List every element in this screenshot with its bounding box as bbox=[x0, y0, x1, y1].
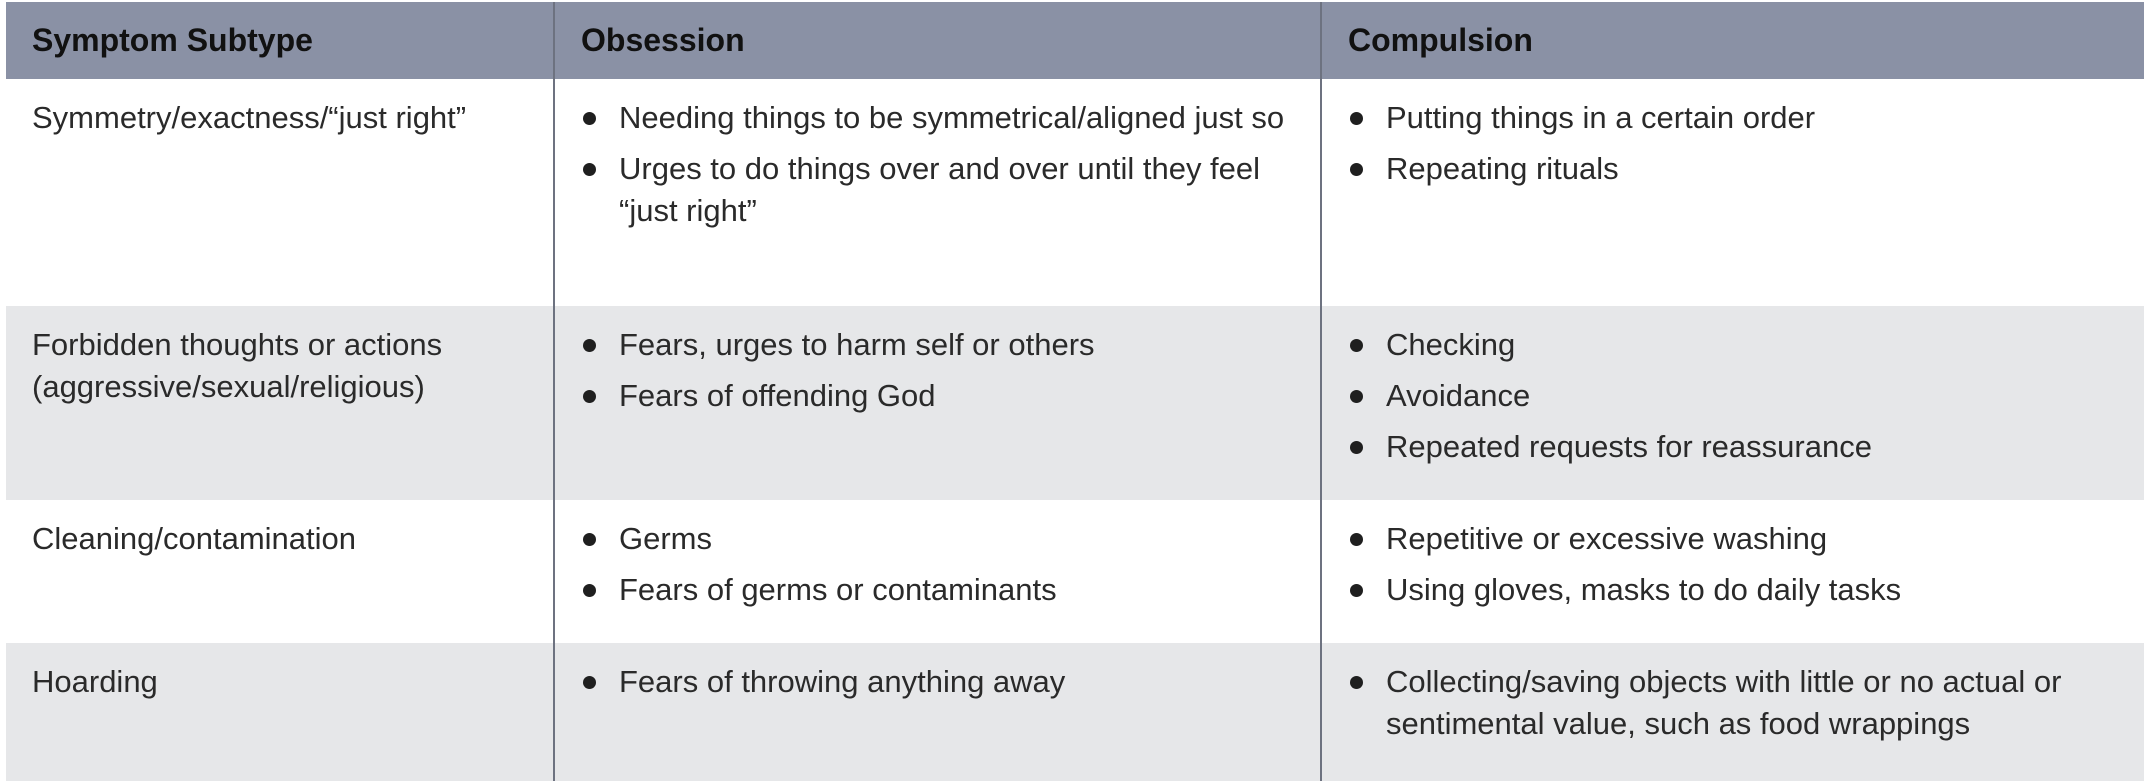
list-item bbox=[581, 375, 1300, 417]
compulsion-cell bbox=[1321, 500, 2144, 643]
list-item-text: Repetitive or excessive washing bbox=[1386, 521, 1828, 556]
list-item bbox=[1348, 324, 2124, 366]
compulsion-list bbox=[1348, 643, 2124, 745]
list-item bbox=[1348, 375, 2124, 417]
bullet-icon bbox=[583, 339, 596, 352]
list-item bbox=[1348, 426, 2124, 468]
bullet-icon bbox=[1350, 163, 1363, 176]
list-item bbox=[581, 148, 1300, 232]
obsession-list bbox=[581, 643, 1300, 703]
obsession-cell bbox=[554, 79, 1321, 306]
list-item bbox=[581, 661, 1300, 703]
list-item-text: Collecting/saving objects with little or no actual or sentimental value, such as food wrappings bbox=[1386, 664, 2062, 741]
obsession-list bbox=[581, 79, 1300, 232]
bullet-icon bbox=[1350, 390, 1363, 403]
compulsion-list bbox=[1348, 500, 2124, 611]
compulsion-list bbox=[1348, 306, 2124, 468]
list-item-text: Fears, urges to harm self or others bbox=[619, 327, 1095, 362]
list-item-text: Fears of germs or contaminants bbox=[619, 572, 1057, 607]
list-item-text: Fears of throwing anything away bbox=[619, 664, 1066, 699]
bullet-icon bbox=[583, 163, 596, 176]
bullet-icon bbox=[583, 676, 596, 689]
bullet-icon bbox=[583, 533, 596, 546]
compulsion-list bbox=[1348, 79, 2124, 190]
bullet-icon bbox=[1350, 339, 1363, 352]
header-compulsion: Compulsion bbox=[1321, 2, 2144, 79]
table-row bbox=[6, 643, 2144, 781]
list-item-text: Checking bbox=[1386, 327, 1516, 362]
list-item bbox=[581, 324, 1300, 366]
bullet-icon bbox=[1350, 584, 1363, 597]
table-row bbox=[6, 79, 2144, 306]
list-item bbox=[581, 518, 1300, 560]
list-item-text: Needing things to be symmetrical/aligned just so bbox=[619, 100, 1285, 135]
list-item bbox=[1348, 569, 2124, 611]
list-item-text: Urges to do things over and over until they feel “just right” bbox=[619, 151, 1261, 228]
header-obsession: Obsession bbox=[554, 2, 1321, 79]
ocd-symptom-table-container bbox=[6, 2, 2144, 741]
ocd-symptom-table bbox=[6, 2, 2144, 781]
bullet-icon bbox=[1350, 533, 1363, 546]
bullet-icon bbox=[1350, 112, 1363, 125]
table-row bbox=[6, 500, 2144, 643]
list-item-text: Using gloves, masks to do daily tasks bbox=[1386, 572, 1902, 607]
obsession-cell bbox=[554, 500, 1321, 643]
bullet-icon bbox=[583, 584, 596, 597]
list-item bbox=[1348, 148, 2124, 190]
list-item-text: Repeated requests for reassurance bbox=[1386, 429, 1872, 464]
obsession-list bbox=[581, 500, 1300, 611]
list-item bbox=[1348, 518, 2124, 560]
bullet-icon bbox=[1350, 441, 1363, 454]
obsession-list bbox=[581, 306, 1300, 417]
subtype-cell: Symmetry/exactness/“just right” bbox=[6, 79, 554, 306]
list-item bbox=[581, 569, 1300, 611]
list-item-text: Avoidance bbox=[1386, 378, 1531, 413]
compulsion-cell bbox=[1321, 79, 2144, 306]
obsession-cell bbox=[554, 306, 1321, 500]
header-symptom-subtype: Symptom Subtype bbox=[6, 2, 554, 79]
table-row bbox=[6, 306, 2144, 500]
list-item bbox=[1348, 97, 2124, 139]
list-item-text: Putting things in a certain order bbox=[1386, 100, 1816, 135]
subtype-cell: Cleaning/contamination bbox=[6, 500, 554, 643]
table-header-row bbox=[6, 2, 2144, 79]
list-item-text: Germs bbox=[619, 521, 712, 556]
list-item-text: Fears of offending God bbox=[619, 378, 936, 413]
subtype-cell: Hoarding bbox=[6, 643, 554, 781]
list-item bbox=[1348, 661, 2124, 745]
subtype-cell: Forbidden thoughts or actions (aggressive/sexual/religious) bbox=[6, 306, 554, 500]
compulsion-cell bbox=[1321, 643, 2144, 781]
list-item bbox=[581, 97, 1300, 139]
bullet-icon bbox=[1350, 676, 1363, 689]
compulsion-cell bbox=[1321, 306, 2144, 500]
list-item-text: Repeating rituals bbox=[1386, 151, 1619, 186]
bullet-icon bbox=[583, 390, 596, 403]
obsession-cell bbox=[554, 643, 1321, 781]
bullet-icon bbox=[583, 112, 596, 125]
